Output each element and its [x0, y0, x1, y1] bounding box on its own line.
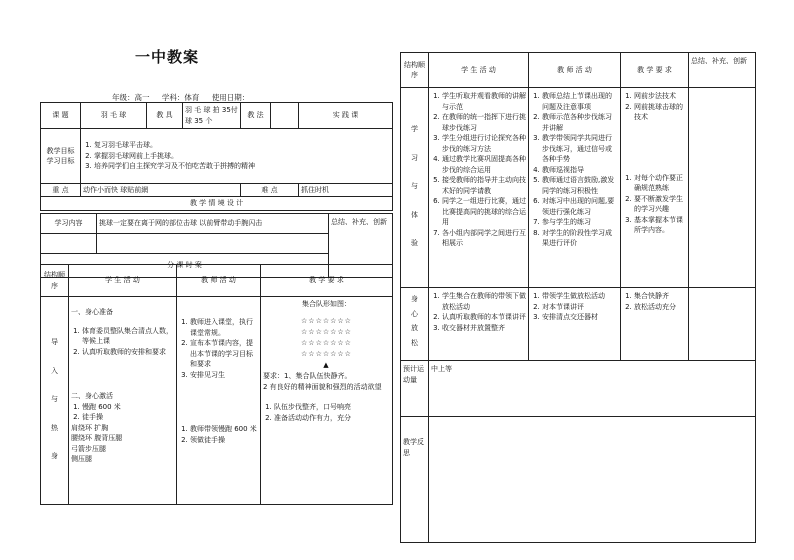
practice-student-cell: 1. 学生听取并观看教师的讲解与示范 2. 在教师的统一指挥下进行挑球步伐练习 3. 学生分组进行讨论探究各种步伐的练习方法 4. 通过教学比赛巩固提高各种步伐的综合运用 5. 接受教师的指导并主动向技术好的同学请教 6. 同学之一组进行比赛，通过比赛提高同的挑球的综合运用 7. 各小组内部同学之间进行互相展示	[429, 88, 529, 288]
formation-diagram: ☆☆☆☆☆☆☆ ☆☆☆☆☆☆☆ ☆☆☆☆☆☆☆ ☆☆☆☆☆☆☆ ▲	[263, 316, 390, 372]
teacher-header: 教 师 活 动	[177, 265, 261, 297]
difficulty-label: 难 点	[241, 184, 299, 197]
warmup-requirement-cell: 集合队形如图： ☆☆☆☆☆☆☆ ☆☆☆☆☆☆☆ ☆☆☆☆☆☆☆ ☆☆☆☆☆☆☆ ▲ 要求：1、集合队伍快静齐。 2 有良好的精神面貌和强烈的活动欲望 1. 队伍步伐整齐，口号响亮 2. 准备活动动作有力，充分	[261, 297, 393, 505]
notes-header: 总结、补充、创新	[689, 53, 756, 88]
page-title: 一中教案	[135, 48, 200, 66]
relax-teacher-cell: 1. 带领学生做放松活动 2. 对本节课讲评 3. 安排清点交还器材	[529, 288, 621, 361]
teacher-position-icon: ▲	[323, 361, 330, 370]
goal-item: 2. 掌握羽毛球网前上手挑球。	[94, 151, 390, 162]
relax-requirement-cell: 1. 集合快静齐 2. 放松活动充分	[621, 288, 689, 361]
method-header: 教 法	[241, 103, 271, 129]
date-label: 使用日期：	[211, 93, 250, 102]
relax-student-cell: 1. 学生集合在教师的带领下做放松活动 2. 认真听取教师的本节课讲评 3. 收交器材并放置整齐	[429, 288, 529, 361]
student-header: 学 生 活 动	[429, 53, 529, 88]
subject-label: 学科：体育	[161, 93, 200, 102]
keypoint-label: 重 点	[41, 184, 81, 197]
practice-requirement-cell: 1. 网前步法技术 2. 网前挑球击球的技术 1. 对每个动作要正确规范熟练 2. 要不断激发学生的学习兴趣 3. 基本掌握本节课所学内容。	[621, 88, 689, 288]
content-value: 挑球一定要在离于网的部位击球 以前臂带动手腕闪击	[97, 214, 329, 234]
structure-header: 结构顺序	[401, 53, 429, 88]
reflection-value	[429, 417, 756, 543]
method-value: 实 践 课	[299, 103, 393, 129]
activity-table-right	[400, 52, 756, 543]
student-header: 学 生 活 动	[69, 265, 177, 297]
requirement-header: 教 学 要 求	[621, 53, 689, 88]
reflection-label: 教学反思	[401, 417, 429, 543]
goal-item: 1. 复习羽毛球平击球。	[94, 140, 390, 151]
topic-header: 课 题	[41, 103, 81, 129]
intensity-value: 中上等	[429, 361, 756, 417]
prep-title: 一、身心准备	[71, 308, 113, 316]
content-label: 学习内容	[41, 214, 97, 234]
practice-teacher-cell: 1. 教师总结上节课出现的问题及注意事项 2. 教师示范各种步伐练习并讲解 3. 教学带领同学共同进行步伐练习，通过信号或各种手势 4. 教师巡视指导 5. 教师通过语言鼓励,激发同学的练习积极性 6. 对练习中出现的问题,要领进行强化练习 7. 参与学生的练习 8. 对学生的阶段性学习成果进行评价	[529, 88, 621, 288]
design-heading: 教 学 情 境 设 计	[41, 197, 393, 211]
grade-label: 年级：高一	[112, 93, 150, 102]
intensity-label: 预计运动量	[401, 361, 429, 417]
relax-label: 身 心 放 松	[401, 288, 429, 361]
goals-cell	[81, 129, 393, 184]
activate-title: 二、身心激活	[71, 392, 113, 400]
difficulty-value: 抓住时机	[299, 184, 393, 197]
warmup-student-cell: 一、身心准备 1. 体育委员整队集合清点人数，等候上课 2. 认真听取教师的安排和要求 二、身心激活 1. 慢跑 600 米 2. 徒手操 肩绕环 扩胸 腰绕环 腹背压腿 弓箭步压腿 侧压腿	[69, 297, 177, 505]
notes-label: 总结、补充、创新	[329, 214, 393, 278]
goals-label: 教学目标 学习目标	[41, 129, 81, 184]
teacher-header: 教 师 活 动	[529, 53, 621, 88]
warmup-label: 导 入 与 热 身	[41, 297, 69, 505]
goal-item: 3. 培养同学们自主探究学习及不怕吃苦敢于拼搏的精神	[94, 161, 390, 172]
warmup-teacher-cell: 1. 教师进入课堂，执行课堂常规。 2. 宣布本节课内容，提出本节课的学习目标和要求 3. 安排见习生 1. 教师带领慢跑 600 米 2. 领做徒手操	[177, 297, 261, 505]
equipment-value: 羽 毛 球 拍 35付 球 35 个	[183, 103, 241, 129]
structure-header: 结构顺序	[41, 265, 69, 297]
formation-title: 集合队形如图：	[302, 300, 351, 308]
keypoint-value: 动作小而快 球贴前網	[81, 184, 241, 197]
topic-value: 羽 毛 球	[81, 103, 147, 129]
practice-label: 学 习 与 体 验	[401, 88, 429, 288]
timing-heading: 分 课 时 案	[41, 254, 329, 278]
equipment-header: 教 具	[147, 103, 183, 129]
lesson-header-table	[40, 102, 393, 211]
requirement-header: 教 学 要 求	[261, 265, 393, 297]
activity-table-left	[40, 264, 393, 505]
